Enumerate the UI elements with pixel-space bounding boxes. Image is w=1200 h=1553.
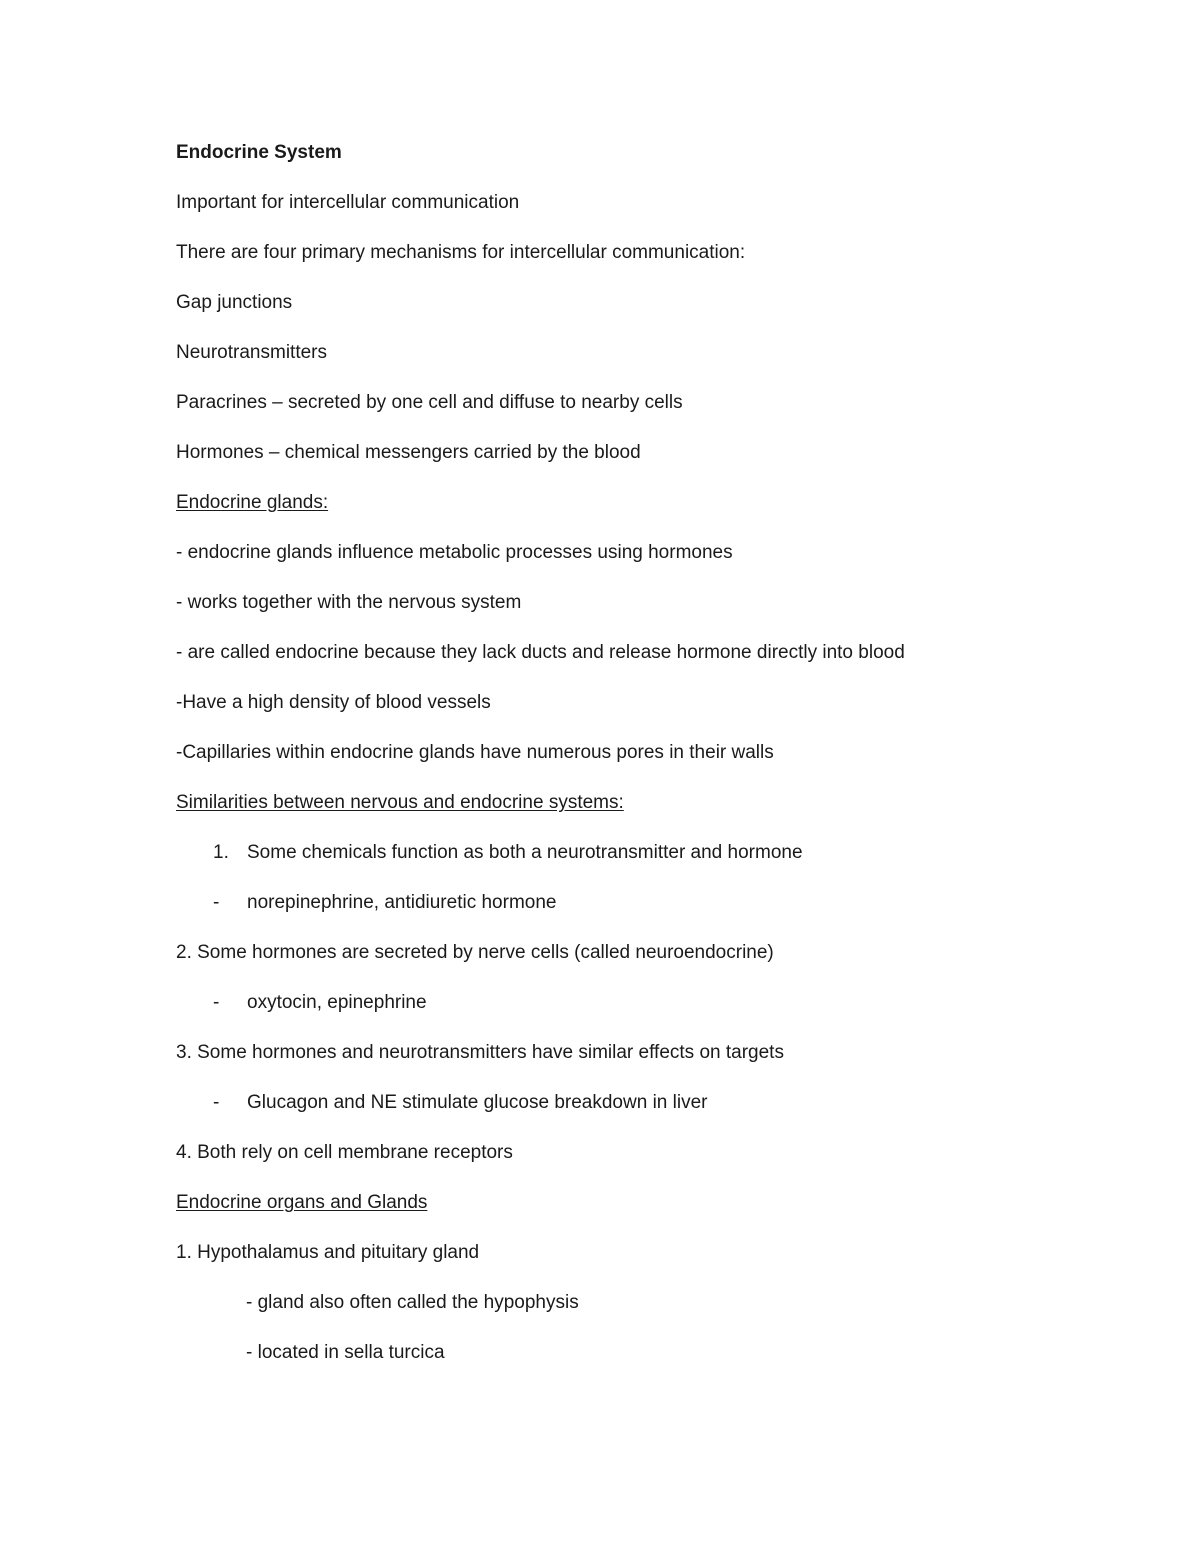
list-dash: - [213, 892, 220, 913]
similarity-example: Glucagon and NE stimulate glucose breakdown in liver [247, 1092, 708, 1113]
organ-detail: - gland also often called the hypophysis [246, 1292, 579, 1313]
similarities-heading: Similarities between nervous and endocrine systems: [176, 792, 624, 813]
list-dash: - [213, 992, 220, 1013]
similarity-item: Some chemicals function as both a neurotransmitter and hormone [247, 842, 803, 863]
organ-item: 1. Hypothalamus and pituitary gland [176, 1242, 480, 1263]
mechanisms-intro: There are four primary mechanisms for intercellular communication: [176, 242, 746, 263]
glands-heading: Endocrine glands: [176, 492, 329, 513]
glands-point: -Have a high density of blood vessels [176, 692, 491, 713]
similarity-item: 3. Some hormones and neurotransmitters have similar effects on targets [176, 1042, 784, 1063]
similarity-example: norepinephrine, antidiuretic hormone [247, 892, 557, 913]
organs-heading: Endocrine organs and Glands [176, 1192, 428, 1213]
organ-detail: - located in sella turcica [246, 1342, 445, 1363]
similarity-item: 4. Both rely on cell membrane receptors [176, 1142, 513, 1163]
mechanism-item: Neurotransmitters [176, 342, 327, 363]
mechanism-item: Hormones – chemical messengers carried by the blood [176, 442, 641, 463]
list-dash: - [213, 1092, 220, 1113]
glands-point: -Capillaries within endocrine glands have numerous pores in their walls [176, 742, 774, 763]
similarity-item: 2. Some hormones are secreted by nerve cells (called neuroendocrine) [176, 942, 774, 963]
list-number: 1. [213, 842, 229, 863]
similarity-example: oxytocin, epinephrine [247, 992, 427, 1013]
glands-point: - works together with the nervous system [176, 592, 522, 613]
glands-point: - endocrine glands influence metabolic processes using hormones [176, 542, 733, 563]
mechanism-item: Paracrines – secreted by one cell and diffuse to nearby cells [176, 392, 683, 413]
mechanism-item: Gap junctions [176, 292, 293, 313]
glands-point: - are called endocrine because they lack ducts and release hormone directly into blood [176, 642, 905, 663]
intro-text: Important for intercellular communication [176, 192, 520, 213]
document-title: Endocrine System [176, 142, 342, 163]
